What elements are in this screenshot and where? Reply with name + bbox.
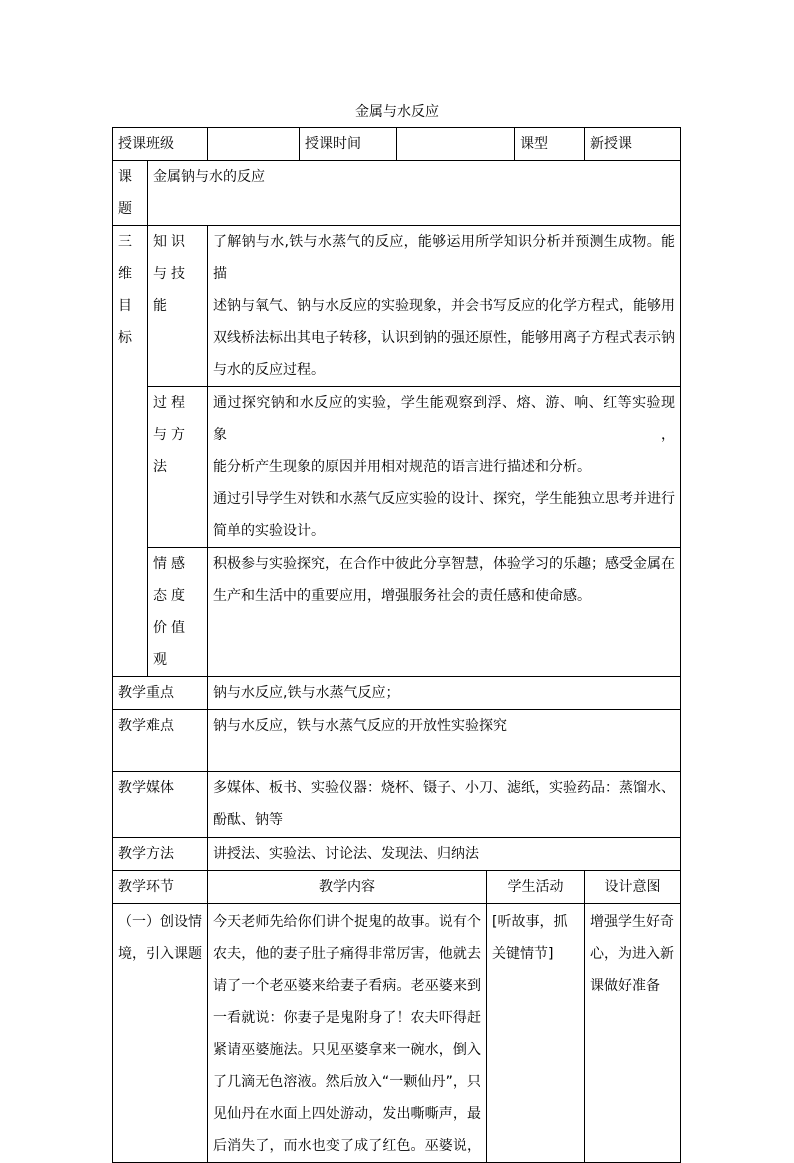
type-value: 新授课 [585,128,681,161]
media-line: 多媒体、板书、实验仪器：烧杯、镊子、小刀、滤纸，实验药品：蒸馏水、 [213,780,675,796]
header-stage: 教学环节 [113,871,208,904]
class-label: 授课班级 [113,128,208,161]
activity-cell: [听故事，抓关键情节] [487,904,585,1163]
page-title: 金属与水反应 [355,104,439,120]
methods-row [113,838,681,871]
process-row [113,904,681,1163]
lesson-plan-table [112,127,681,1163]
objective-process-row [113,387,681,548]
process-label: 过程与方法 [148,387,208,548]
media-label: 教学媒体 [113,772,208,838]
content-line: 请了一个老巫婆来给妻子看病。老巫婆来到 [213,978,481,994]
process-line: 能分析产生现象的原因并用相对规范的语言进行描述和分析。 [213,459,591,475]
content-line: 一看就说：你妻子是鬼附身了！农夫吓得赶 [213,1010,481,1026]
methods-label: 教学方法 [113,838,208,871]
content-line: 了几滴无色溶液。然后放入“一颗仙丹”，只 [213,1074,481,1090]
topic-label: 课题 [113,161,148,226]
knowledge-line: 了解钠与水,铁与水蒸气的反应，能够运用所学知识分析并预测生成物。能描 [213,234,675,282]
knowledge-label: 知识与技能 [148,226,208,387]
content-cell [208,904,487,1163]
stage-cell: （一）创设情境，引入课题 [113,904,208,1163]
emotion-line: 生产和生活中的重要应用，增强服务社会的责任感和使命感。 [213,588,591,604]
emotion-label: 情感态度价值观 [148,548,208,677]
knowledge-line: 双线桥法标出其电子转移，认识到钠的强还原性，能够用离子方程式表示钠 [213,330,675,346]
objectives-label: 三维目标 [113,226,148,677]
topic-value: 金属钠与水的反应 [148,161,681,226]
process-content [208,387,681,548]
key-points-row [113,677,681,710]
time-value [397,128,515,161]
header-intent: 设计意图 [585,871,681,904]
content-line: 今天老师先给你们讲个捉鬼的故事。说有个 [213,914,481,930]
objective-emotion-row [113,548,681,677]
topic-row [113,161,681,226]
header-activity: 学生活动 [487,871,585,904]
methods-value: 讲授法、实验法、讨论法、发现法、归纳法 [208,838,681,871]
difficulties-value: 钠与水反应，铁与水蒸气反应的开放性实验探究 [208,710,681,772]
content-line: 农夫，他的妻子肚子痛得非常厉害，他就去 [213,946,481,962]
media-content [208,772,681,838]
process-line: 通过引导学生对铁和水蒸气反应实验的设计、探究，学生能独立思考并进行 [213,491,675,507]
content-line: 见仙丹在水面上四处游动，发出嘶嘶声，最 [213,1106,481,1122]
knowledge-line: 与水的反应过程。 [213,362,325,378]
time-label: 授课时间 [300,128,397,161]
media-row [113,772,681,838]
content-line: 紧请巫婆施法。只见巫婆拿来一碗水，倒入 [213,1042,481,1058]
type-label: 课型 [515,128,585,161]
knowledge-line: 述钠与氧气、钠与水反应的实验现象，并会书写反应的化学方程式，能够用 [213,298,675,314]
difficulties-label: 教学难点 [113,710,208,772]
emotion-content [208,548,681,677]
header-row [113,128,681,161]
process-line: 简单的实验设计。 [213,523,325,539]
emotion-line: 积极参与实验探究，在合作中彼此分享智慧，体验学习的乐趣；感受金属在 [213,556,675,572]
content-line: 后消失了，而水也变了成了红色。巫婆说， [213,1138,481,1154]
media-line: 酚酞、钠等 [213,812,283,828]
class-value [208,128,300,161]
objective-knowledge-row [113,226,681,387]
key-points-value: 钠与水反应,铁与水蒸气反应； [208,677,681,710]
knowledge-content [208,226,681,387]
intent-cell: 增强学生好奇心，为进入新课做好准备 [585,904,681,1163]
key-points-label: 教学重点 [113,677,208,710]
process-line: 通过探究钠和水反应的实验，学生能观察到浮、熔、游、响、红等实验现象， [213,395,675,443]
header-content: 教学内容 [208,871,487,904]
difficulties-row [113,710,681,772]
process-header-row [113,871,681,904]
